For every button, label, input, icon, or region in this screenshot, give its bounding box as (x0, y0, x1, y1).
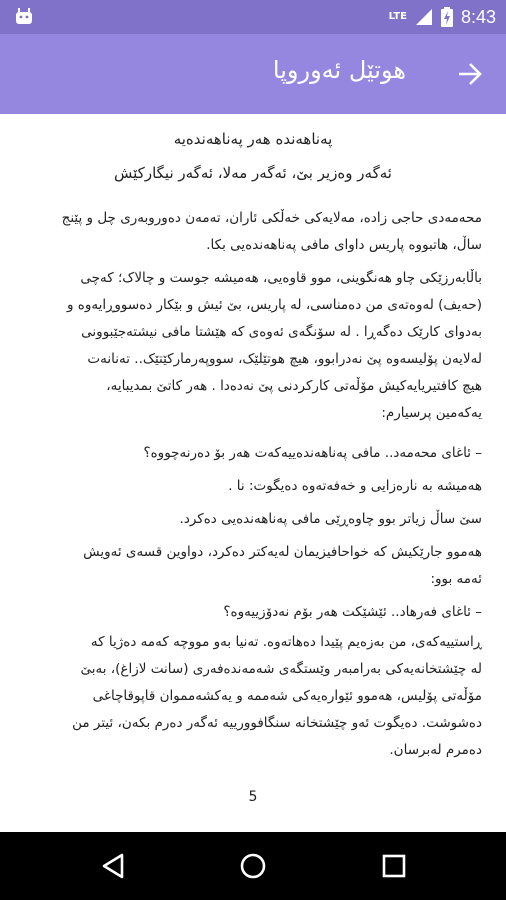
poem-line-2: ئەگەر وەزیر بێ، ئەگەر مەلا، ئەگەر نیگارکێش (114, 164, 392, 182)
text-line: سێ ساڵ زیاتر بوو چاوەڕێی مافی پەناهەندەیی دەکرد. (179, 511, 482, 527)
app-bar (0, 34, 506, 114)
text-line: – ئاغای فەرهاد.. ئێشێکت هەر بۆم نەدۆزییەوە؟ (223, 604, 482, 620)
back-triangle-icon[interactable] (98, 850, 130, 882)
android-icon (14, 6, 34, 26)
text-line: هەموو جارێکیش کە خواحافیزیمان لەیەکتر دەکرد، دواوین قسەی ئەویش (83, 544, 482, 560)
text-line: دەشوشت. دەیگوت ئەو چێشتخانە سنگافوورییە ئەگەر دەرم بکەن، ئیتر من (72, 715, 482, 731)
text-line: ئەمە بوو: (430, 571, 482, 587)
text-line: باڵابەرزێکی چاو هەنگوینی، موو قاوەیی، هەمیشە جوست و چالاک؛ کەچی (80, 270, 482, 286)
battery-charging-icon (441, 7, 453, 27)
recents-square-icon[interactable] (378, 850, 410, 882)
text-line: ڕاستییەکەی، من بەزەیم پێیدا دەهاتەوە. تەنیا بەو مووچە کەمە دەژیا کە (90, 634, 482, 650)
app-title: هوتێل ئەوروپا (272, 56, 406, 84)
text-line: لەلایەن پۆلیسەوە پێ نەدرابوو، هیچ هوتێلێک، سووپەرمارکێتێک.. تەنانەت (87, 351, 482, 367)
text-line: هیچ کافتیریایەکیش مۆڵەتی کارکردنی پێ نەدەدا . هەر کاتێ بمدیبایە، (106, 378, 482, 394)
arrow-right-icon[interactable] (456, 60, 484, 88)
signal-icon (415, 8, 433, 26)
text-line: ساڵ، هاتبووە پاریس داوای مافی پەناهەندەیی بکا. (206, 237, 482, 253)
text-line: لە چێشتخانەیەکی بەرامبەر وێستگەی شەمەندەفەری (سانت لازاغ)، بەبێ (80, 661, 482, 677)
lte-label: LTE (388, 11, 407, 22)
text-line: محەمەدی حاجی زادە، مەلایەکی خەڵکی ئاران، تەمەن دەوروبەری چل و پێنج (61, 210, 482, 226)
text-line: هەمیشە بە نارەزایی و خەفەتەوە دەیگوت: نا . (228, 478, 482, 494)
text-line: بەدوای کارێک دەگەڕا . لە سۆنگەی ئەوەی کە هێشتا مافی نیشتەجێبوونی (81, 324, 482, 340)
status-bar (0, 0, 506, 34)
text-line: (حەیف) لەوەتەی من دەمناسی، لە پاریس، بێ ئیش و بێکار دەسووڕایەوە و (66, 297, 482, 313)
clock: 8:43 (460, 6, 496, 27)
navigation-bar (0, 832, 506, 900)
poem-line-1: پەناهەندە هەر پەناهەندەیە (173, 130, 333, 148)
book-page[interactable] (0, 114, 506, 832)
page-number: 5 (248, 789, 258, 805)
text-line: مۆڵەتی پۆلیس، هەموو ئێوارەیەکی شەممە و یەکشەمموان قاپوقاچاغی (92, 688, 482, 704)
text-line: دەمرم لەبرسان. (389, 742, 482, 758)
text-line: یەکەمین پرسیارم: (381, 405, 482, 421)
home-circle-icon[interactable] (237, 850, 269, 882)
text-line: – ئاغای محەمەد.. مافی پەناهەندەییەکەت هەر بۆ دەرنەچووە؟ (143, 445, 482, 461)
